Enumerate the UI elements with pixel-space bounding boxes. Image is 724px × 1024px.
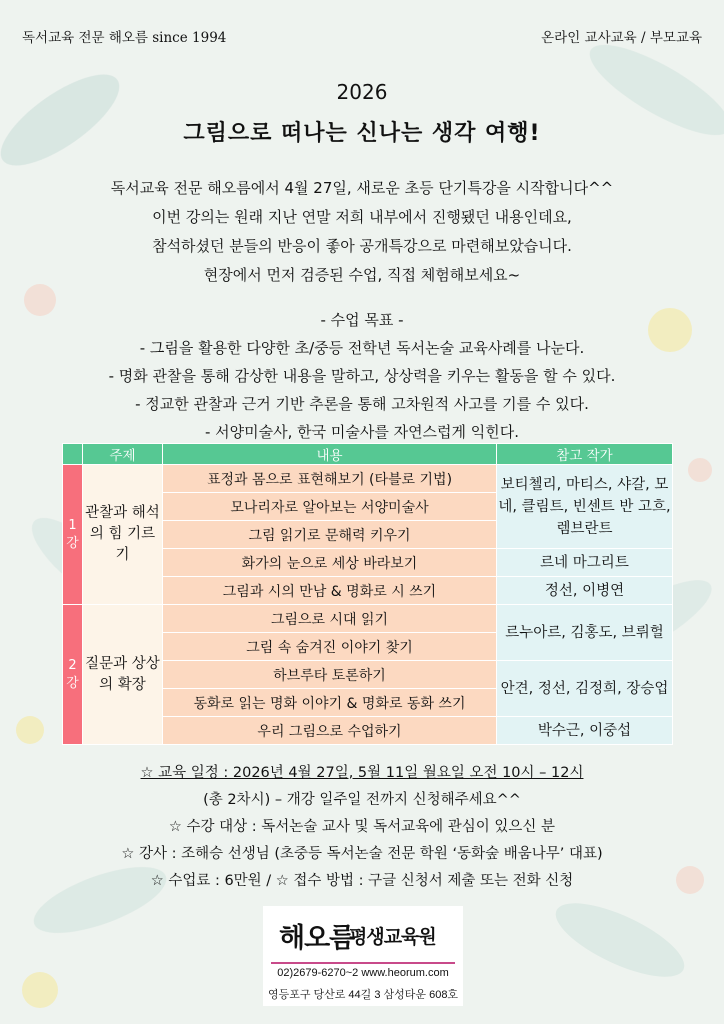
schedule-table (62, 443, 673, 745)
goal-item: - 명화 관찰을 통해 감상한 내용을 말하고, 상상력을 키우는 활동을 할 수 있다. (108, 367, 616, 385)
lecture-item: 하브루타 토론하기 (163, 661, 497, 689)
goal-item: - 정교한 관찰과 근거 기반 추론을 통해 고차원적 사고를 기를 수 있다. (135, 395, 589, 413)
intro-line: 이번 강의는 원래 지난 연말 저희 내부에서 진행됐던 내용인데요, (152, 208, 572, 226)
artist-cell: 박수근, 이중섭 (497, 717, 673, 745)
lecture-item: 우리 그림으로 수업하기 (163, 717, 497, 745)
year-label: 2026 (336, 80, 388, 104)
lecture-item: 동화로 읽는 명화 이야기 & 명화로 동화 쓰기 (163, 689, 497, 717)
artist-cell: 정선, 이병연 (497, 577, 673, 605)
header-left-text: 독서교육 전문 해오름 since 1994 (22, 30, 227, 46)
header-cell-lecture (63, 444, 83, 465)
instructor-info: ☆ 강사 : 조해승 선생님 (초중등 독서논술 전문 학원 ‘동화숲 배움나무’ 대표) (121, 846, 603, 862)
logo-brand: 해오름 (279, 923, 355, 954)
lecture-item: 그림으로 시대 읽기 (163, 605, 497, 633)
schedule-info: ☆ 교육 일정 : 2026년 4월 27일, 5월 11일 월요일 오전 10시 – 12시 (140, 765, 584, 781)
goal-item: - 서양미술사, 한국 미술사를 자연스럽게 익힌다. (204, 423, 520, 441)
course-info (0, 760, 724, 895)
goals-heading: - 수업 목표 - (320, 311, 404, 329)
artist-cell: 르네 마그리트 (497, 549, 673, 577)
lecture-1-topic: 관찰과 해석의 힘 기르기 (83, 465, 163, 605)
header-cell-content: 내용 (163, 444, 497, 465)
artist-cell: 보티첼리, 마티스, 샤갈, 모네, 클림트, 빈센트 반 고흐, 렘브란트 (497, 465, 673, 549)
intro-line: 참석하셨던 분들의 반응이 좋아 공개특강으로 마련해보았습니다. (152, 237, 572, 255)
sessions-info: (총 2차시) – 개강 일주일 전까지 신청해주세요^^ (203, 792, 521, 808)
page-title: 그림으로 떠나는 신나는 생각 여행! (183, 121, 541, 146)
class-goals (0, 306, 724, 446)
table-row (63, 605, 673, 633)
logo-address: 영등포구 당산로 44길 3 삼성타운 608호 (267, 989, 459, 1001)
lecture-item: 그림과 시의 만남 & 명화로 시 쓰기 (163, 577, 497, 605)
lecture-item: 그림 읽기로 문해력 키우기 (163, 521, 497, 549)
lecture-item: 모나리자로 알아보는 서양미술사 (163, 493, 497, 521)
table-header-row (63, 444, 673, 465)
heorum-logo (263, 906, 463, 1006)
lecture-2-label: 2 강 (63, 605, 83, 745)
logo-contact: 02)2679-6270~2 www.heorum.com (277, 967, 449, 979)
intro-line: 현장에서 먼저 검증된 수업, 직접 체험해보세요~ (203, 266, 521, 284)
table-row (63, 465, 673, 493)
lecture-2-topic: 질문과 상상의 확장 (83, 605, 163, 745)
fee-info: ☆ 수업료 : 6만원 / ☆ 접수 방법 : 구글 신청서 제출 또는 전화 신청 (150, 873, 574, 889)
logo-divider (271, 962, 455, 964)
lecture-1-label: 1 강 (63, 465, 83, 605)
header-cell-topic: 주제 (83, 444, 163, 465)
lecture-item: 표정과 몸으로 표현해보기 (타블로 기법) (163, 465, 497, 493)
intro-paragraph (0, 174, 724, 290)
logo-subtitle: 평생교육원 (349, 926, 436, 948)
target-info: ☆ 수강 대상 : 독서논술 교사 및 독서교육에 관심이 있으신 분 (168, 819, 556, 835)
header-bar (22, 20, 702, 48)
lecture-item: 화가의 눈으로 세상 바라보기 (163, 549, 497, 577)
header-right-text: 온라인 교사교육 / 부모교육 (541, 30, 702, 46)
lecture-item: 그림 속 숨겨진 이야기 찾기 (163, 633, 497, 661)
header-cell-artists: 참고 작가 (497, 444, 673, 465)
artist-cell: 안견, 정선, 김정희, 장승업 (497, 661, 673, 717)
goal-item: - 그림을 활용한 다양한 초/중등 전학년 독서논술 교육사례를 나눈다. (139, 339, 585, 357)
intro-line: 독서교육 전문 해오름에서 4월 27일, 새로운 초등 단기특강을 시작합니다^^ (110, 179, 614, 197)
artist-cell: 르누아르, 김홍도, 브뤼헐 (497, 605, 673, 661)
